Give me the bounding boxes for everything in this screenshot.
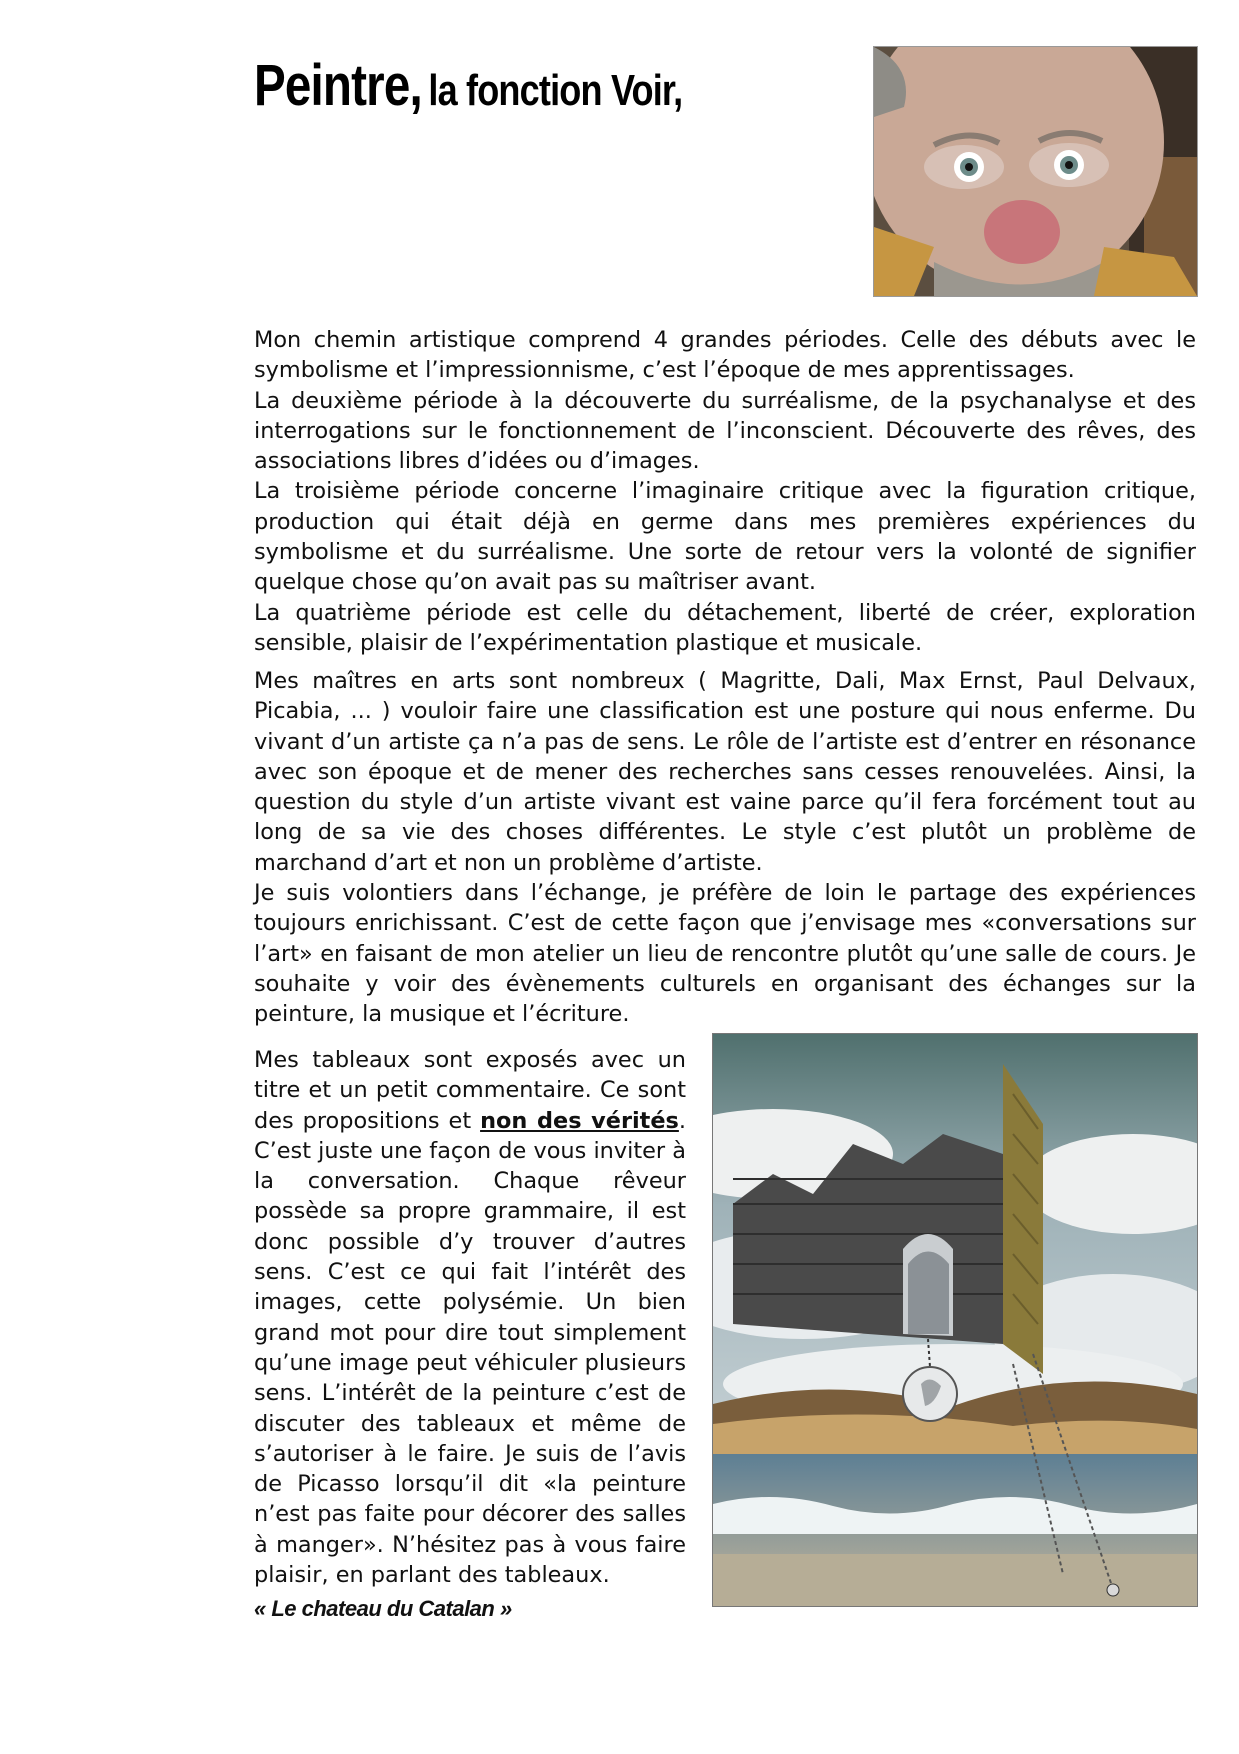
masters-section <box>254 666 1196 1030</box>
period-paragraph-1: Mon chemin artistique comprend 4 grandes périodes. Celle des débuts avec le symbolisme et l’impressionnisme, c’est l’époque de mes apprentissages. <box>254 327 1196 384</box>
period-paragraph-2: La deuxième période à la découverte du surréalisme, de la psychanalyse et des interrogations sur le fonctionnement de l’inconscient. Découverte des rêves, des associations libres d’idées ou d’images. <box>254 387 1196 475</box>
paintings-section <box>254 1045 686 1590</box>
paintings-text-before: Mes tableaux sont exposés avec un titre et un petit commentaire. Ce sont des propositions et <box>254 1047 686 1134</box>
painting-chateau-du-catalan <box>712 1033 1198 1607</box>
exchange-paragraph: Je suis volontiers dans l’échange, je préfère de loin le partage des expériences toujours enrichissant. C’est de cette façon que j’envisage mes «conversations sur l’art» en faisant de mon atelier un lieu de rencontre plutôt qu’une salle de cours. Je souhaite y voir des évènements culturels en organisant des échanges sur la peinture, la musique et l’écriture. <box>254 880 1196 1028</box>
period-paragraph-4: La quatrième période est celle du détachement, liberté de créer, exploration sensible, plaisir de l’expérimentation plastique et musicale. <box>254 599 1196 656</box>
portrait-illustration <box>874 47 1197 296</box>
painting-illustration <box>713 1034 1197 1606</box>
not-truths-emphasis: non des vérités <box>480 1107 679 1134</box>
artist-portrait-photo <box>873 46 1198 297</box>
title-main: Peintre, <box>254 53 422 118</box>
masters-paragraph: Mes maîtres en arts sont nombreux ( Magritte, Dali, Max Ernst, Paul Delvaux, Picabia, ... ) vouloir faire une classification est une posture qui nous enferme. Du vivant d’un artiste ça n’a pas de sens. Le rôle de l’artiste est d’entrer en résonance avec son époque et de mener des recherches sans cesses renouvelées. Ainsi, la question du style d’un artiste vivant est vaine parce qu’il fera forcément tout au long de sa vie des choses différentes. Le style c’est plutôt un problème de marchand d’art et non un problème d’artiste. <box>254 668 1196 876</box>
painting-caption: « Le chateau du Catalan » <box>254 1596 512 1621</box>
page-title <box>254 52 682 119</box>
paintings-text-after: . C’est juste une façon de vous inviter à la conversation. Chaque rêveur possède sa propre grammaire, il est donc possible d’y trouver d’autres sens. C’est ce qui fait l’intérêt des images, cette polysémie. Un bien grand mot pour dire tout simplement qu’une image peut véhiculer plusieurs sens. L’intérêt de la peinture c’est de discuter des tableaux et même de s’autoriser à le faire. Je suis de l’avis de Picasso lorsqu’il dit «la peinture n’est pas faite pour décorer des salles à manger». N’hésitez pas à vous faire plaisir, en parlant des tableaux. <box>254 1107 686 1589</box>
title-sub: la fonction Voir, <box>428 66 683 115</box>
paintings-paragraph <box>254 1045 686 1590</box>
artistic-periods-section <box>254 325 1196 658</box>
period-paragraph-3: La troisième période concerne l’imaginaire critique avec la figuration critique, production qui était déjà en germe dans mes premières expériences du symbolisme et du surréalisme. Une sorte de retour vers la volonté de signifier quelque chose qu’on avait pas su maîtriser avant. <box>254 478 1196 596</box>
